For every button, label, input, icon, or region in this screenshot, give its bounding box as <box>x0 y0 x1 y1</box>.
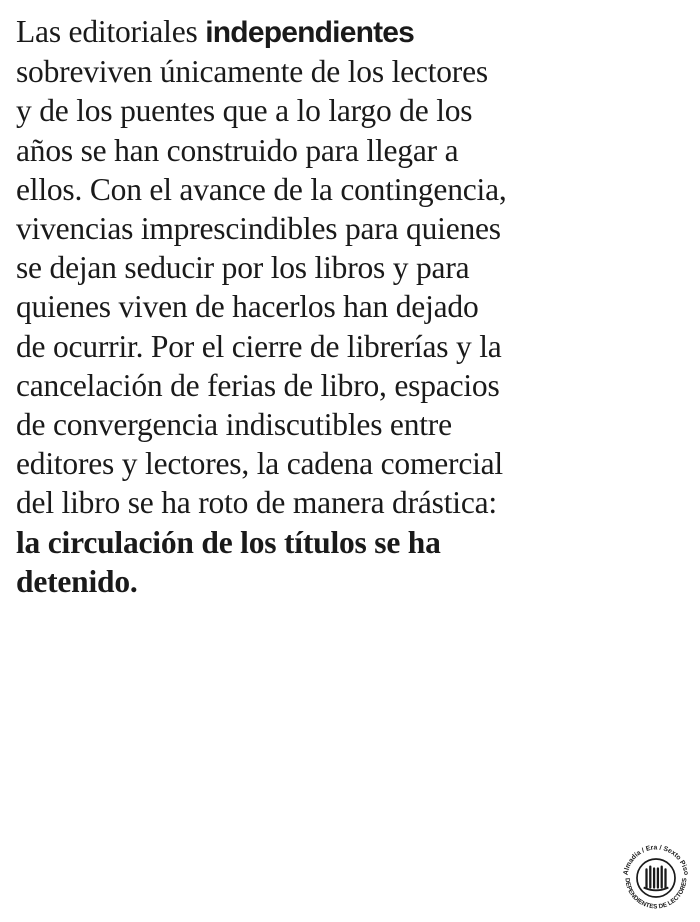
text-line: Las editoriales independientes <box>16 14 415 49</box>
text-line: se dejan seducir por los libros y para <box>16 250 470 286</box>
emphasis-independientes: independientes <box>205 16 415 49</box>
text-line: ellos. Con el avance de la contingencia, <box>16 171 507 207</box>
text-line: años se han construido para llegar a <box>16 132 459 168</box>
text-line: y de los puentes que a lo largo de los <box>16 93 473 129</box>
text-line: sobreviven únicamente de los lectores <box>16 54 488 90</box>
seal-top-text: Almadía / Era / Sexto Piso <box>622 844 690 876</box>
publisher-seal <box>618 840 694 916</box>
text-line: vivencias imprescindibles para quienes <box>16 211 501 247</box>
text-line: de convergencia indiscutibles entre <box>16 407 452 443</box>
text-line: del libro se ha roto de manera drástica: <box>16 485 497 521</box>
body-paragraph <box>16 12 686 601</box>
text-line: de ocurrir. Por el cierre de librerías y la <box>16 328 502 364</box>
text-line: cancelación de ferias de libro, espacios <box>16 367 500 403</box>
seal-bottom-text: DEPENDIENTES DE LECTORES <box>623 877 689 911</box>
text-line: editores y lectores, la cadena comercial <box>16 446 503 482</box>
closing-bold-line: la circulación de los títulos se ha <box>16 524 441 560</box>
closing-bold-line: detenido. <box>16 563 138 599</box>
text-line: quienes viven de hacerlos han dejado <box>16 289 479 325</box>
hands-holding-book-icon <box>637 859 675 897</box>
